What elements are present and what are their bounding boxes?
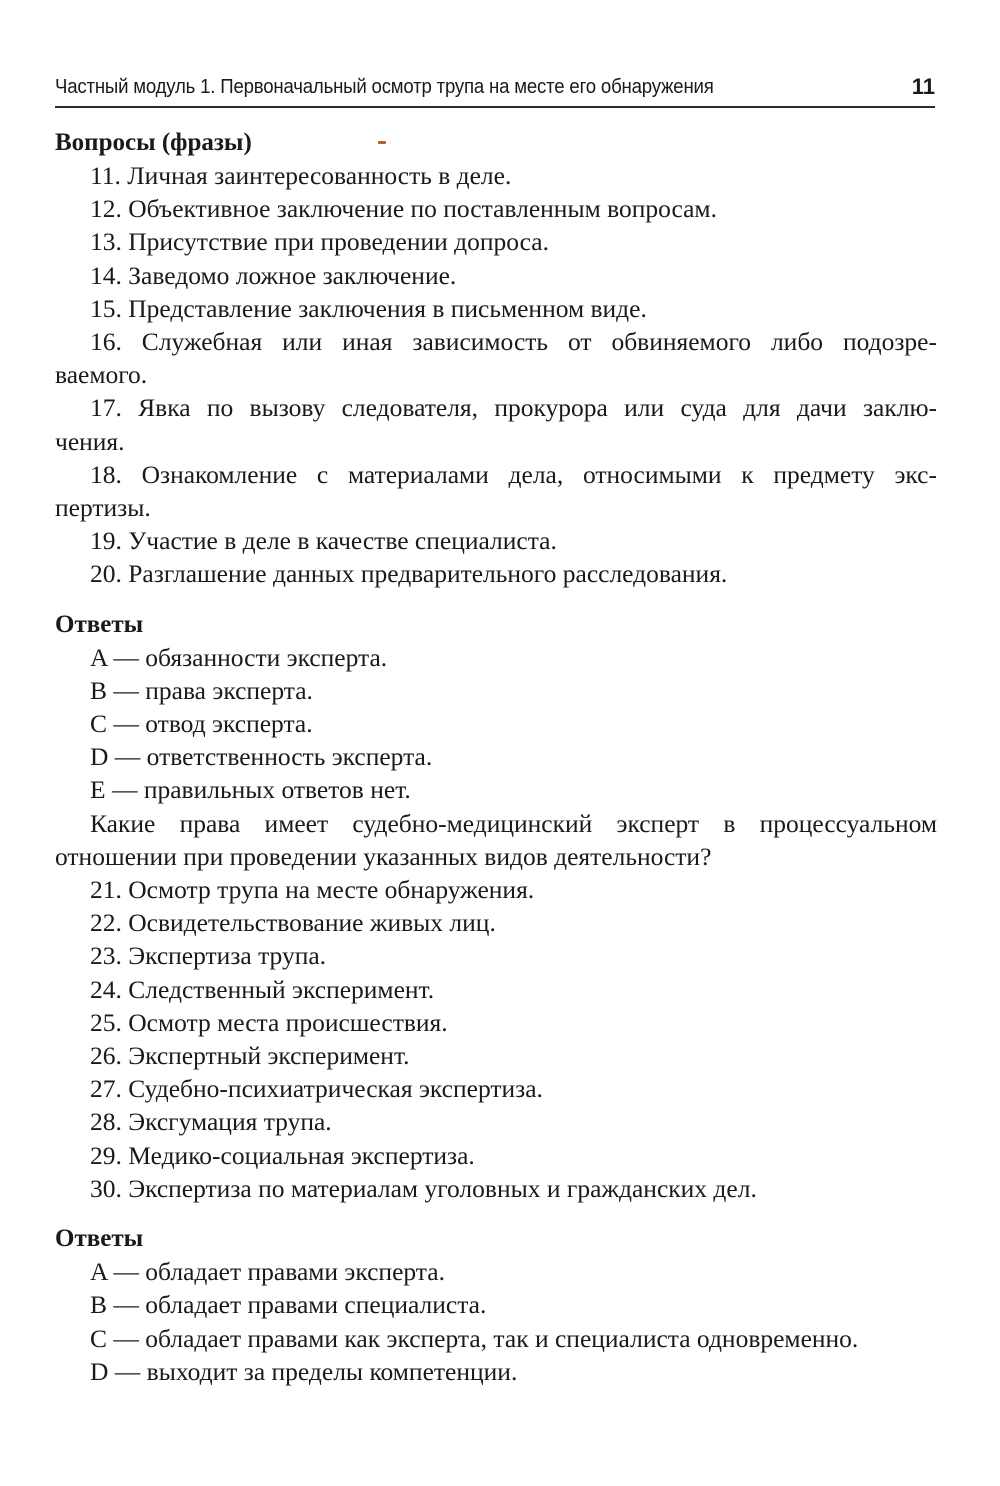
- question-paragraph-continuation: отношении при проведении указанных видов деятельности?: [55, 841, 712, 871]
- section-heading-answers: Ответы: [55, 610, 144, 638]
- section-heading-answers: Ответы: [55, 1225, 144, 1253]
- question-item: 26. Экспертный эксперимент.: [90, 1041, 410, 1071]
- running-header: [55, 72, 935, 108]
- question-item: 22. Освидетельствование живых лиц.: [90, 908, 496, 938]
- question-item: 28. Эксгумация трупа.: [90, 1107, 332, 1137]
- question-item: 29. Медико-социальная экспертиза.: [90, 1140, 475, 1170]
- answer-item: E — правильных ответов нет.: [90, 775, 411, 805]
- question-item: 23. Экспертиза трупа.: [90, 941, 327, 971]
- question-paragraph: Какие права имеет судебно-медицинский эксперт в процессуальном: [90, 808, 937, 838]
- question-item: 21. Осмотр трупа на месте обнаружения.: [90, 875, 535, 905]
- answer-item: C — обладает правами как эксперта, так и специалиста одновременно.: [90, 1323, 859, 1353]
- question-item: 13. Присутствие при проведении допроса.: [90, 227, 549, 257]
- question-item: 18. Ознакомление с материалами дела, относимыми к предмету экс-: [90, 459, 937, 489]
- question-item: 12. Объективное заключение по поставленным вопросам.: [90, 194, 717, 224]
- question-item: 19. Участие в деле в качестве специалиста.: [90, 526, 557, 556]
- answer-item: A — обязанности эксперта.: [90, 642, 388, 672]
- question-item-continuation: пертизы.: [55, 493, 151, 523]
- question-item: 24. Следственный эксперимент.: [90, 974, 435, 1004]
- question-item: 16. Служебная или иная зависимость от обвиняемого либо подозре-: [90, 327, 937, 357]
- section-gap: [55, 591, 937, 608]
- question-item: 15. Представление заключения в письменном виде.: [90, 293, 647, 323]
- answer-item: C — отвод эксперта.: [90, 709, 313, 739]
- answer-item: D — выходит за пределы компетенции.: [90, 1356, 518, 1386]
- answer-item: B — обладает правами специалиста.: [90, 1290, 487, 1320]
- answer-item: A — обладает правами эксперта.: [90, 1257, 445, 1287]
- question-item-continuation: ваемого.: [55, 360, 148, 390]
- section-heading-questions: Вопросы (фразы): [55, 129, 252, 156]
- question-item: 17. Явка по вызову следователя, прокурора или суда для дачи заклю-: [90, 393, 937, 423]
- header-title: Частный модуль 1. Первоначальный осмотр трупа на месте его обнаружения: [55, 76, 714, 98]
- question-item: 30. Экспертиза по материалам уголовных и гражданских дел.: [90, 1173, 757, 1203]
- question-item: 25. Осмотр места происшествия.: [90, 1007, 448, 1037]
- question-item: 27. Судебно-психиатрическая экспертиза.: [90, 1074, 543, 1104]
- section-gap: [55, 1205, 937, 1222]
- question-item: 11. Личная заинтересованность в деле.: [90, 161, 512, 190]
- page-content: [55, 126, 937, 1388]
- question-item: 20. Разглашение данных предварительного расследования.: [90, 559, 728, 589]
- answer-item: B — права эксперта.: [90, 675, 313, 705]
- question-item-continuation: чения.: [55, 426, 125, 456]
- question-item: 14. Заведомо ложное заключение.: [90, 260, 457, 290]
- answer-item: D — ответственность эксперта.: [90, 742, 433, 772]
- page-number: 11: [911, 74, 935, 99]
